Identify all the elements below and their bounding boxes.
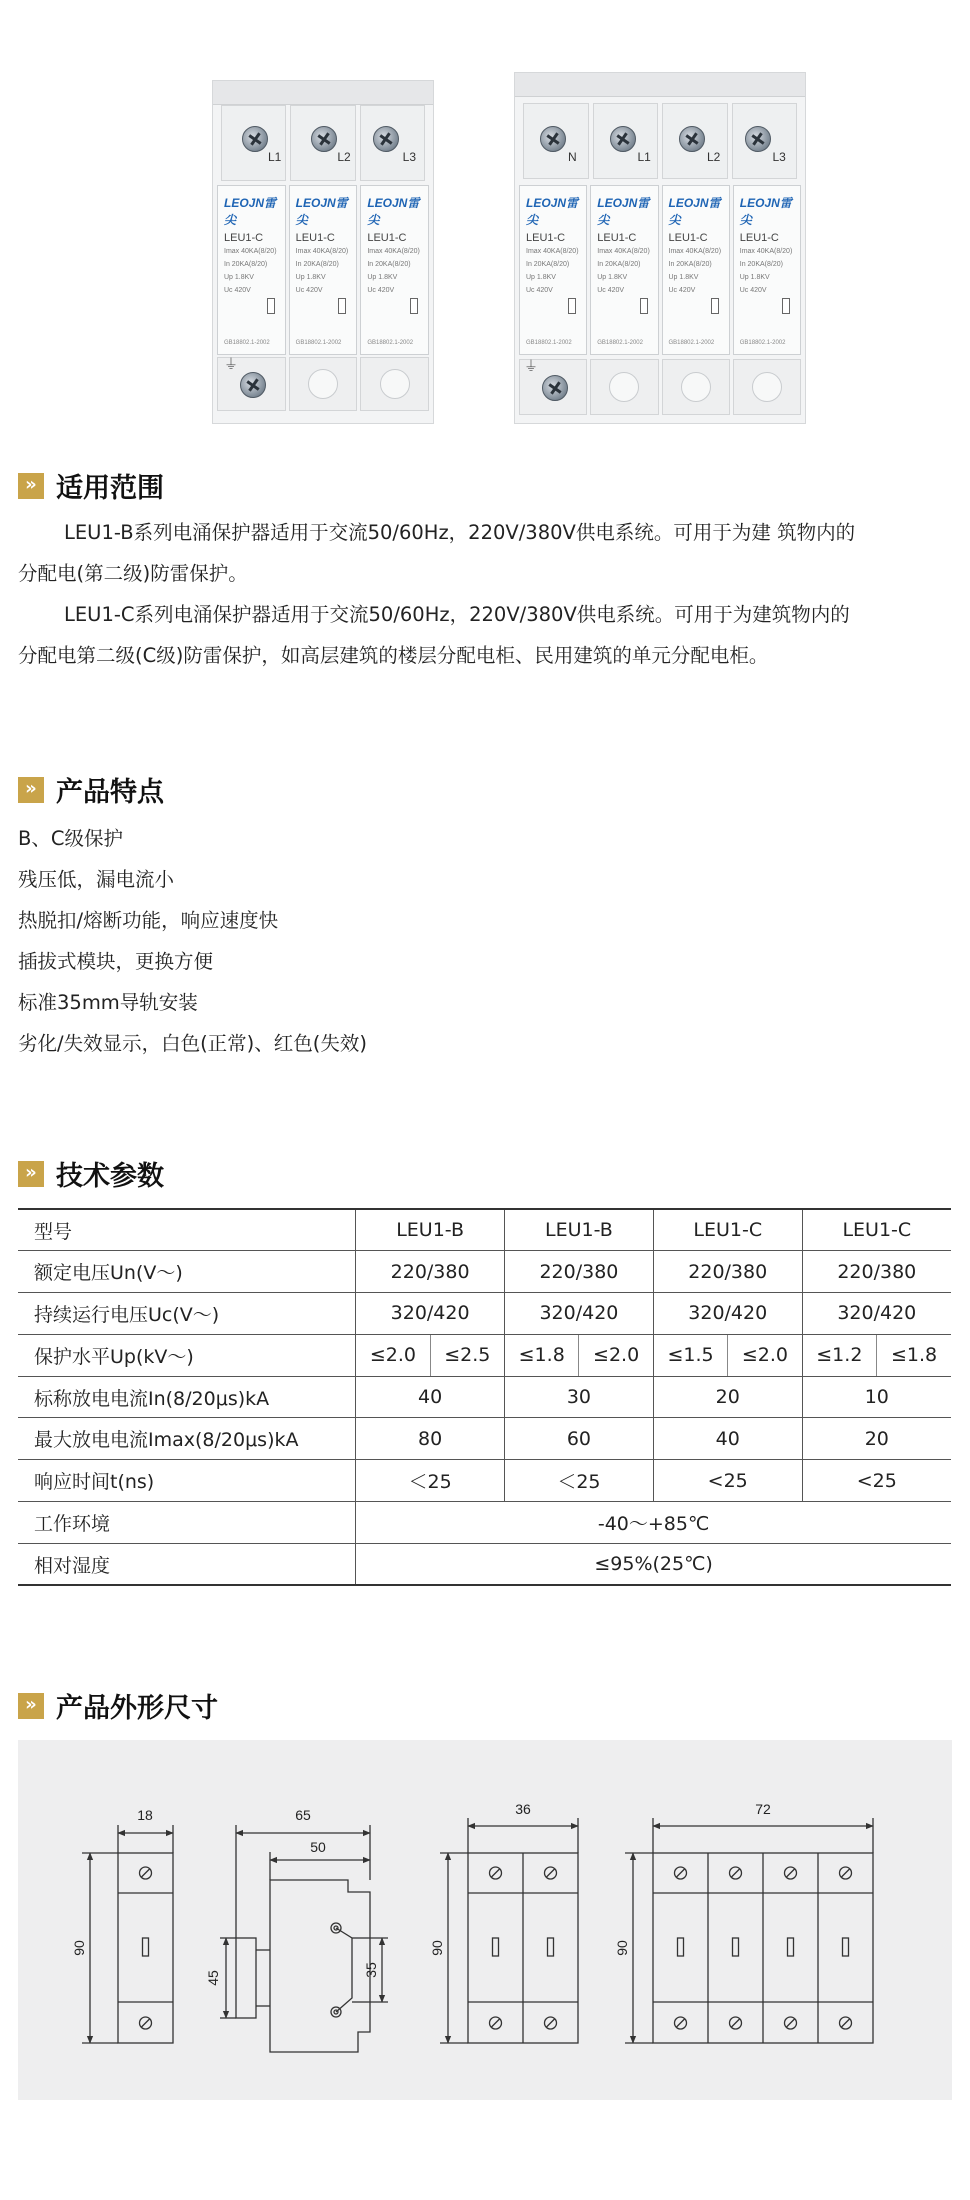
- table-row: [18, 1418, 951, 1460]
- top-rail: [515, 73, 805, 97]
- table-cell: 320/420: [802, 1293, 951, 1335]
- table-cell: <25: [653, 1460, 802, 1502]
- module-spec: Imax 40KA(8/20): [295, 248, 349, 255]
- module-spec: Uc 420V: [668, 287, 696, 294]
- table-cell: ＜25: [505, 1460, 654, 1502]
- table-row: [18, 1543, 951, 1585]
- double-chevron-icon: »: [18, 1693, 44, 1719]
- double-chevron-icon: »: [18, 473, 44, 499]
- module-spec: Imax 40KA(8/20): [224, 248, 277, 255]
- section-title: 适用范围: [56, 473, 164, 504]
- table-cell: ≤1.2: [802, 1334, 876, 1376]
- section-heading-params: [18, 1154, 164, 1193]
- top-rail: [213, 81, 433, 105]
- module-spec: In 20KA(8/20): [224, 261, 268, 268]
- module-spec: Up 1.8KV: [739, 274, 770, 281]
- dim-label-rail-height: 35: [363, 1962, 379, 1978]
- module-spec: Imax 40KA(8/20): [739, 248, 793, 255]
- brand-logo: LEOJN雷尖: [224, 196, 277, 227]
- row-label: 保护水平Up(kV～): [18, 1334, 356, 1376]
- terminal: [662, 103, 728, 179]
- module-row: [217, 185, 429, 355]
- module-spec: Uc 420V: [739, 287, 767, 294]
- terminal-hole: [752, 372, 782, 402]
- table-row: [18, 1334, 951, 1376]
- terminal-row: [523, 103, 797, 179]
- status-window: [410, 298, 418, 314]
- dim-label-width-double: 36: [515, 1801, 531, 1817]
- two-pole-front-view: [440, 1818, 578, 2043]
- dimension-drawing-svg: [18, 1740, 952, 2100]
- bottom-terminals: [519, 359, 801, 415]
- brand-logo: LEOJN雷尖: [668, 196, 721, 227]
- table-row: [18, 1376, 951, 1418]
- screw-icon: [679, 126, 705, 152]
- bottom-terminal: [733, 359, 801, 415]
- table-cell: ≤2.5: [430, 1334, 504, 1376]
- table-row: [18, 1460, 951, 1502]
- ground-icon: ⏚: [224, 357, 238, 373]
- screw-icon: [540, 126, 566, 152]
- module-model: LEU1-C: [295, 232, 335, 244]
- model-header: LEU1-C: [653, 1209, 802, 1251]
- screw-icon: [311, 126, 337, 152]
- module-spec: Uc 420V: [597, 287, 625, 294]
- section-heading-dimensions: [18, 1686, 218, 1725]
- module-spec: Up 1.8KV: [224, 274, 254, 281]
- table-cell: 320/420: [505, 1293, 654, 1335]
- feature-item: B、C级保护: [18, 827, 123, 850]
- spec-table: [18, 1208, 951, 1586]
- feature-list: [18, 818, 367, 1064]
- dim-label-height-quad: 90: [614, 1940, 630, 1956]
- terminal-hole: [609, 372, 639, 402]
- module-spec: Up 1.8KV: [526, 274, 556, 281]
- dim-label-depth-inner: 50: [310, 1839, 326, 1855]
- module-model: LEU1-C: [739, 232, 779, 244]
- table-cell: 40: [653, 1418, 802, 1460]
- four-pole-front-view: [625, 1818, 873, 2043]
- brand-logo: LEOJN雷尖: [295, 196, 348, 227]
- module-spec: Uc 420V: [224, 287, 251, 294]
- terminal-label: L1: [268, 150, 282, 164]
- terminal: [732, 103, 798, 179]
- table-cell: ≤2.0: [728, 1334, 802, 1376]
- feature-item: 标准35mm导轨安装: [18, 991, 198, 1014]
- table-cell: 60: [505, 1418, 654, 1460]
- product-photos: [0, 60, 970, 440]
- table-cell: 20: [653, 1376, 802, 1418]
- row-label: 最大放电电流Imax(8/20μs)kA: [18, 1418, 356, 1460]
- table-cell: ≤1.8: [877, 1334, 951, 1376]
- module-model: LEU1-C: [526, 232, 566, 244]
- section-heading-scope: [18, 466, 164, 505]
- terminal-label: N: [568, 150, 577, 164]
- table-cell: ≤1.5: [653, 1334, 727, 1376]
- module-spec: In 20KA(8/20): [367, 261, 411, 268]
- terminal: [523, 103, 589, 179]
- table-cell: 220/380: [653, 1251, 802, 1293]
- row-label: 相对湿度: [18, 1543, 356, 1585]
- table-cell: 10: [802, 1376, 951, 1418]
- module-standard: GB18802.1-2002: [367, 340, 414, 346]
- module-spec: In 20KA(8/20): [597, 261, 641, 268]
- module-standard: GB18802.1-2002: [739, 340, 786, 346]
- module-model: LEU1-C: [597, 232, 637, 244]
- module-model: LEU1-C: [668, 232, 708, 244]
- table-cell: 320/420: [356, 1293, 505, 1335]
- status-window: [782, 298, 790, 314]
- module-spec: Imax 40KA(8/20): [526, 248, 579, 255]
- scope-paragraph-line: LEU1-B系列电涌保护器适用于交流50/60Hz，220V/380V供电系统。可用于为建 筑物内的: [64, 521, 856, 544]
- module-spec: Up 1.8KV: [367, 274, 398, 281]
- bottom-terminal: [289, 357, 358, 411]
- terminal-label: L2: [707, 150, 721, 164]
- terminal: [360, 105, 425, 181]
- dim-label-height-single: 90: [71, 1940, 87, 1956]
- spd-4pole-photo: [514, 72, 806, 424]
- surge-module: [217, 185, 286, 355]
- status-window: [338, 298, 346, 314]
- screw-icon: [745, 126, 771, 152]
- ground-icon: ⏚: [524, 359, 538, 375]
- table-row: [18, 1251, 951, 1293]
- table-cell: ≤2.0: [579, 1334, 653, 1376]
- terminal-row: [221, 105, 425, 181]
- status-window: [640, 298, 648, 314]
- table-header-row: [18, 1209, 951, 1251]
- status-window: [711, 298, 719, 314]
- module-spec: Uc 420V: [367, 287, 395, 294]
- bottom-terminal: [590, 359, 658, 415]
- table-cell: 40: [356, 1376, 505, 1418]
- module-standard: GB18802.1-2002: [224, 340, 270, 346]
- brand-logo: LEOJN雷尖: [367, 196, 420, 227]
- scope-paragraph-line: 分配电第二级(C级)防雷保护，如高层建筑的楼层分配电柜、民用建筑的单元分配电柜。: [18, 644, 769, 667]
- bottom-terminals: [217, 357, 429, 411]
- table-cell: 320/420: [653, 1293, 802, 1335]
- module-spec: In 20KA(8/20): [295, 261, 339, 268]
- table-cell: 80: [356, 1418, 505, 1460]
- module-spec: Imax 40KA(8/20): [367, 248, 420, 255]
- model-header: LEU1-B: [505, 1209, 654, 1251]
- module-spec: Imax 40KA(8/20): [668, 248, 722, 255]
- bottom-terminal: [360, 357, 429, 411]
- table-cell: -40～+85℃: [356, 1502, 951, 1544]
- screw-icon: [242, 126, 268, 152]
- module-model: LEU1-C: [367, 232, 407, 244]
- model-header: LEU1-B: [356, 1209, 505, 1251]
- bottom-terminal: [662, 359, 730, 415]
- scope-text: [18, 512, 953, 676]
- row-label: 持续运行电压Uc(V～): [18, 1293, 356, 1335]
- row-label: 响应时间t(ns): [18, 1460, 356, 1502]
- module-model: LEU1-C: [224, 232, 264, 244]
- scope-paragraph-line: 分配电(第二级)防雷保护。: [18, 562, 248, 585]
- dimension-drawing: [18, 1740, 952, 2100]
- scope-paragraph-line: LEU1-C系列电涌保护器适用于交流50/60Hz，220V/380V供电系统。可用于为建筑物内的: [64, 603, 850, 626]
- screw-icon: [240, 372, 266, 398]
- section-title: 产品特点: [56, 777, 164, 808]
- table-row: [18, 1293, 951, 1335]
- status-window: [568, 298, 576, 314]
- dim-label-depth: 65: [295, 1807, 311, 1823]
- surge-module: [733, 185, 801, 355]
- single-pole-front-view: [82, 1825, 173, 2043]
- module-spec: Uc 420V: [295, 287, 323, 294]
- dim-label-width-quad: 72: [755, 1801, 771, 1817]
- double-chevron-icon: »: [18, 1161, 44, 1187]
- module-standard: GB18802.1-2002: [668, 340, 715, 346]
- table-cell: 30: [505, 1376, 654, 1418]
- brand-logo: LEOJN雷尖: [597, 196, 650, 227]
- module-spec: In 20KA(8/20): [739, 261, 783, 268]
- module-row: [519, 185, 801, 355]
- table-cell: 220/380: [802, 1251, 951, 1293]
- module-spec: Up 1.8KV: [295, 274, 326, 281]
- ground-terminal: [519, 359, 587, 415]
- section-title: 技术参数: [56, 1161, 164, 1192]
- feature-item: 劣化/失效显示，白色(正常)、红色(失效): [18, 1032, 368, 1055]
- terminal-hole: [380, 369, 410, 399]
- screw-icon: [610, 126, 636, 152]
- terminal-label: L1: [637, 150, 651, 164]
- dim-label-width-single: 18: [137, 1807, 153, 1823]
- brand-logo: LEOJN雷尖: [526, 196, 579, 227]
- row-label: 额定电压Un(V～): [18, 1251, 356, 1293]
- section-title: 产品外形尺寸: [56, 1693, 218, 1724]
- table-cell: 220/380: [505, 1251, 654, 1293]
- spd-3pole-photo: [212, 80, 434, 424]
- module-standard: GB18802.1-2002: [597, 340, 643, 346]
- brand-logo: LEOJN雷尖: [739, 196, 792, 227]
- surge-module: [662, 185, 730, 355]
- module-standard: GB18802.1-2002: [526, 340, 572, 346]
- feature-item: 热脱扣/熔断功能，响应速度快: [18, 909, 279, 932]
- table-cell: ≤1.8: [505, 1334, 579, 1376]
- screw-icon: [373, 126, 399, 152]
- table-cell: ≤2.0: [356, 1334, 430, 1376]
- table-row: [18, 1502, 951, 1544]
- surge-module: [590, 185, 658, 355]
- model-header: LEU1-C: [802, 1209, 951, 1251]
- row-label: 型号: [18, 1209, 356, 1251]
- ground-terminal: [217, 357, 286, 411]
- section-heading-features: [18, 770, 164, 809]
- terminal: [593, 103, 659, 179]
- terminal-label: L2: [337, 150, 351, 164]
- terminal-hole: [681, 372, 711, 402]
- table-cell: ≤95%(25℃): [356, 1543, 951, 1585]
- module-spec: In 20KA(8/20): [668, 261, 712, 268]
- side-view: [220, 1825, 388, 2052]
- feature-item: 插拔式模块，更换方便: [18, 950, 214, 973]
- feature-item: 残压低，漏电流小: [18, 868, 175, 891]
- screw-icon: [542, 375, 568, 401]
- module-spec: Uc 420V: [526, 287, 553, 294]
- surge-module: [289, 185, 358, 355]
- table-cell: 20: [802, 1418, 951, 1460]
- double-chevron-icon: »: [18, 777, 44, 803]
- dim-label-body-height: 45: [205, 1970, 221, 1986]
- surge-module: [360, 185, 429, 355]
- surge-module: [519, 185, 587, 355]
- status-window: [267, 298, 275, 314]
- terminal-label: L3: [772, 150, 786, 164]
- module-spec: Imax 40KA(8/20): [597, 248, 650, 255]
- terminal-label: L3: [402, 150, 417, 164]
- module-spec: Up 1.8KV: [668, 274, 699, 281]
- row-label: 标称放电电流In(8/20μs)kA: [18, 1376, 356, 1418]
- terminal: [290, 105, 355, 181]
- table-cell: 220/380: [356, 1251, 505, 1293]
- terminal-hole: [308, 369, 338, 399]
- row-label: 工作环境: [18, 1502, 356, 1544]
- dim-label-height-double: 90: [429, 1940, 445, 1956]
- table-cell: <25: [802, 1460, 951, 1502]
- terminal: [221, 105, 286, 181]
- table-cell: ＜25: [356, 1460, 505, 1502]
- module-spec: Up 1.8KV: [597, 274, 628, 281]
- module-spec: In 20KA(8/20): [526, 261, 570, 268]
- module-standard: GB18802.1-2002: [295, 340, 342, 346]
